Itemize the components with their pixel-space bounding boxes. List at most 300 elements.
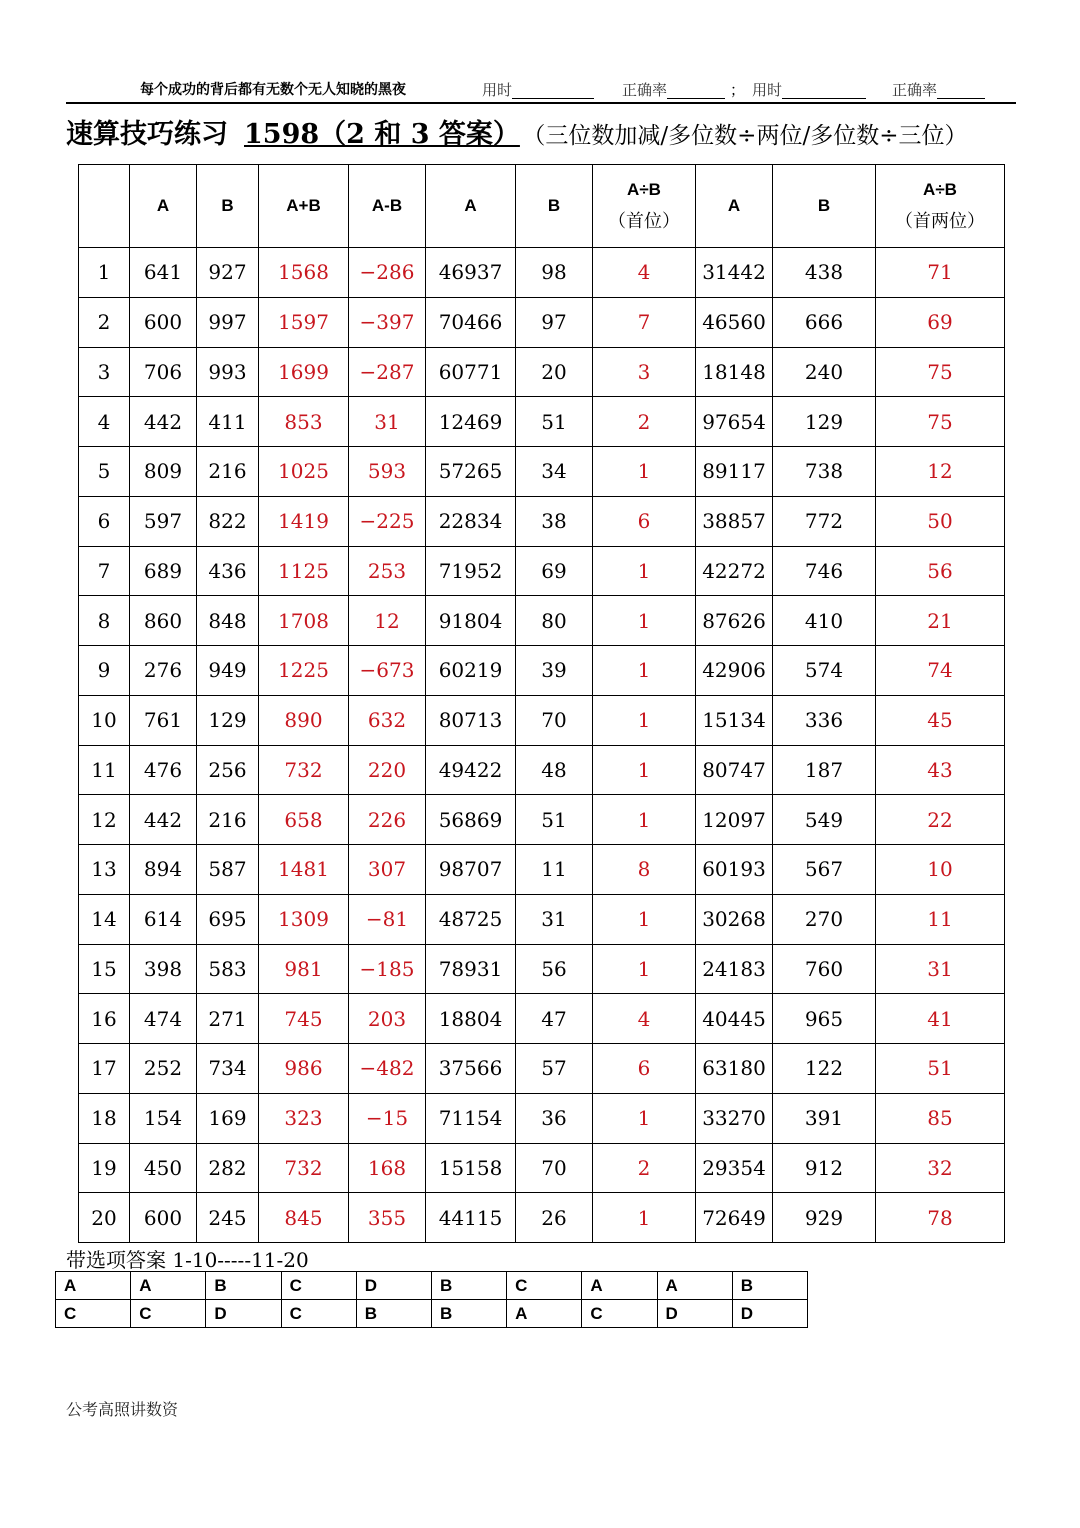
- row-number: 2: [79, 297, 130, 347]
- choice-cell: C: [507, 1272, 582, 1300]
- answer-cell: 21: [876, 596, 1005, 646]
- accuracy-field-1: [622, 79, 667, 100]
- title-subtitle: （三位数加减/多位数÷两位/多位数÷三位）: [533, 123, 968, 149]
- table-cell: 80747: [696, 745, 773, 795]
- choice-cell: D: [657, 1300, 732, 1328]
- accuracy-label-1: 正确率: [622, 81, 668, 99]
- answer-cell: 1: [593, 695, 696, 745]
- choice-row: [56, 1300, 808, 1328]
- answer-cell: 50: [876, 496, 1005, 546]
- table-cell: 993: [197, 347, 259, 397]
- table-row: [79, 845, 1005, 895]
- choice-cell: D: [206, 1300, 281, 1328]
- table-row: [79, 695, 1005, 745]
- answer-cell: 845: [259, 1193, 349, 1243]
- table-cell: 15158: [426, 1143, 516, 1193]
- practice-table: [78, 164, 1005, 1243]
- table-cell: 78931: [426, 944, 516, 994]
- table-cell: 89117: [696, 447, 773, 497]
- answer-cell: 22: [876, 795, 1005, 845]
- time-label-2: 用时: [752, 81, 783, 99]
- time-label-1: 用时: [482, 81, 513, 99]
- column-header-label: B: [221, 196, 234, 215]
- answer-cell: 203: [349, 994, 426, 1044]
- answer-cell: 355: [349, 1193, 426, 1243]
- footer-text: 公考高照讲数资: [66, 1400, 179, 1419]
- table-cell: 29354: [696, 1143, 773, 1193]
- table-cell: 57: [516, 1044, 593, 1094]
- table-row: [79, 496, 1005, 546]
- choice-cell: A: [657, 1272, 732, 1300]
- table-cell: 894: [130, 845, 197, 895]
- row-number: 6: [79, 496, 130, 546]
- table-cell: 822: [197, 496, 259, 546]
- table-cell: 927: [197, 248, 259, 298]
- answer-cell: 78: [876, 1193, 1005, 1243]
- answer-cell: 307: [349, 845, 426, 895]
- answer-cell: 1: [593, 745, 696, 795]
- answer-cell: 1: [593, 447, 696, 497]
- answer-cell: 75: [876, 347, 1005, 397]
- answer-cell: 2: [593, 1143, 696, 1193]
- table-cell: 18804: [426, 994, 516, 1044]
- answer-cell: 1699: [259, 347, 349, 397]
- answer-cell: 75: [876, 397, 1005, 447]
- table-cell: 695: [197, 894, 259, 944]
- table-cell: 47: [516, 994, 593, 1044]
- row-number: 17: [79, 1044, 130, 1094]
- accuracy-blank-2[interactable]: [937, 84, 985, 99]
- table-cell: 411: [197, 397, 259, 447]
- answer-cell: 253: [349, 546, 426, 596]
- answer-cell: 1481: [259, 845, 349, 895]
- column-header-sublabel: （首两位）: [895, 211, 985, 232]
- table-cell: 70466: [426, 297, 516, 347]
- row-number: 20: [79, 1193, 130, 1243]
- table-cell: 80: [516, 596, 593, 646]
- choice-answers-label: 带选项答案 1-10-----11-20: [66, 1248, 309, 1272]
- table-cell: 60771: [426, 347, 516, 397]
- answer-cell: 1: [593, 546, 696, 596]
- answer-cell: 4: [593, 994, 696, 1044]
- table-cell: 42906: [696, 646, 773, 696]
- table-cell: 600: [130, 1193, 197, 1243]
- table-cell: 391: [773, 1093, 876, 1143]
- answer-cell: 1: [593, 944, 696, 994]
- answer-cell: −286: [349, 248, 426, 298]
- answer-cell: 853: [259, 397, 349, 447]
- choice-cell: A: [56, 1272, 131, 1300]
- table-cell: 37566: [426, 1044, 516, 1094]
- table-cell: 11: [516, 845, 593, 895]
- time-blank-2[interactable]: [782, 84, 866, 99]
- table-row: [79, 546, 1005, 596]
- answer-cell: 1597: [259, 297, 349, 347]
- answer-cell: 3: [593, 347, 696, 397]
- row-number: 16: [79, 994, 130, 1044]
- table-cell: 860: [130, 596, 197, 646]
- choice-cell: D: [732, 1300, 807, 1328]
- column-header-label: B: [547, 196, 561, 215]
- column-header: [876, 165, 1005, 248]
- table-cell: 22834: [426, 496, 516, 546]
- accuracy-field-2: [892, 79, 937, 100]
- time-field-2: [752, 79, 782, 100]
- table-header-row: [79, 165, 1005, 248]
- table-cell: 42272: [696, 546, 773, 596]
- table-cell: 641: [130, 248, 197, 298]
- table-row: [79, 1093, 1005, 1143]
- table-row: [79, 745, 1005, 795]
- table-cell: 436: [197, 546, 259, 596]
- row-number: 15: [79, 944, 130, 994]
- choice-cell: B: [356, 1300, 431, 1328]
- table-cell: 809: [130, 447, 197, 497]
- table-cell: 746: [773, 546, 876, 596]
- table-row: [79, 397, 1005, 447]
- table-cell: 12097: [696, 795, 773, 845]
- table-cell: 70: [516, 695, 593, 745]
- table-cell: 154: [130, 1093, 197, 1143]
- column-header: [79, 165, 130, 248]
- table-cell: 965: [773, 994, 876, 1044]
- table-cell: 587: [197, 845, 259, 895]
- table-row: [79, 347, 1005, 397]
- table-cell: 270: [773, 894, 876, 944]
- table-cell: 271: [197, 994, 259, 1044]
- table-cell: 57265: [426, 447, 516, 497]
- choice-row: [56, 1272, 808, 1300]
- column-header-label: A-B: [371, 196, 403, 215]
- choice-cell: A: [131, 1272, 206, 1300]
- row-number: 8: [79, 596, 130, 646]
- table-cell: 772: [773, 496, 876, 546]
- table-cell: 276: [130, 646, 197, 696]
- table-cell: 51: [516, 795, 593, 845]
- table-cell: 442: [130, 397, 197, 447]
- answer-cell: −15: [349, 1093, 426, 1143]
- table-row: [79, 646, 1005, 696]
- choice-cell: C: [131, 1300, 206, 1328]
- table-cell: 216: [197, 795, 259, 845]
- table-cell: 31: [516, 894, 593, 944]
- column-header-label: A: [727, 196, 741, 215]
- table-cell: 240: [773, 347, 876, 397]
- answer-cell: 1125: [259, 546, 349, 596]
- title-number: 1598（2 和 3 答案）: [244, 119, 520, 150]
- answer-cell: 890: [259, 695, 349, 745]
- answer-cell: 1: [593, 1193, 696, 1243]
- table-cell: 40445: [696, 994, 773, 1044]
- choice-cell: C: [582, 1300, 657, 1328]
- table-cell: 689: [130, 546, 197, 596]
- table-cell: 70: [516, 1143, 593, 1193]
- table-cell: 761: [130, 695, 197, 745]
- choice-cell: D: [356, 1272, 431, 1300]
- table-cell: 252: [130, 1044, 197, 1094]
- table-cell: 245: [197, 1193, 259, 1243]
- table-row: [79, 248, 1005, 298]
- column-header-label: B: [817, 196, 831, 215]
- time-blank-1[interactable]: [512, 84, 594, 99]
- table-cell: 567: [773, 845, 876, 895]
- choice-cell: B: [206, 1272, 281, 1300]
- answer-cell: 43: [876, 745, 1005, 795]
- table-cell: 38857: [696, 496, 773, 546]
- table-cell: 583: [197, 944, 259, 994]
- table-cell: 614: [130, 894, 197, 944]
- column-header-label: A: [464, 196, 477, 215]
- table-cell: 848: [197, 596, 259, 646]
- answer-cell: 1225: [259, 646, 349, 696]
- column-header-label: A+B: [286, 196, 321, 215]
- table-cell: 169: [197, 1093, 259, 1143]
- column-header: [516, 165, 593, 248]
- row-number: 19: [79, 1143, 130, 1193]
- answer-cell: 323: [259, 1093, 349, 1143]
- answer-cell: −482: [349, 1044, 426, 1094]
- column-header: [259, 165, 349, 248]
- answer-cell: 981: [259, 944, 349, 994]
- table-row: [79, 894, 1005, 944]
- choice-answers-table: [55, 1271, 808, 1328]
- table-cell: 122: [773, 1044, 876, 1094]
- answer-cell: 745: [259, 994, 349, 1044]
- answer-cell: 1: [593, 1093, 696, 1143]
- table-row: [79, 297, 1005, 347]
- table-cell: 450: [130, 1143, 197, 1193]
- choice-cell: A: [582, 1272, 657, 1300]
- answer-cell: −287: [349, 347, 426, 397]
- table-cell: 31442: [696, 248, 773, 298]
- table-cell: 30268: [696, 894, 773, 944]
- table-cell: 72649: [696, 1193, 773, 1243]
- table-cell: 97654: [696, 397, 773, 447]
- table-cell: 60219: [426, 646, 516, 696]
- table-body: [79, 248, 1005, 1243]
- table-cell: 44115: [426, 1193, 516, 1243]
- column-header-label: A÷B: [627, 180, 661, 199]
- table-cell: 129: [773, 397, 876, 447]
- table-cell: 63180: [696, 1044, 773, 1094]
- answer-cell: −397: [349, 297, 426, 347]
- answer-cell: 732: [259, 745, 349, 795]
- row-number: 18: [79, 1093, 130, 1143]
- row-number: 13: [79, 845, 130, 895]
- table-cell: 71952: [426, 546, 516, 596]
- table-cell: 438: [773, 248, 876, 298]
- table-cell: 98: [516, 248, 593, 298]
- answer-cell: 32: [876, 1143, 1005, 1193]
- table-cell: 12469: [426, 397, 516, 447]
- choice-cell: C: [56, 1300, 131, 1328]
- choice-cell: B: [431, 1300, 506, 1328]
- table-cell: 46937: [426, 248, 516, 298]
- table-cell: 912: [773, 1143, 876, 1193]
- column-header-label: A: [156, 196, 170, 215]
- table-row: [79, 944, 1005, 994]
- row-number: 7: [79, 546, 130, 596]
- table-cell: 256: [197, 745, 259, 795]
- table-row: [79, 795, 1005, 845]
- choice-cell: A: [507, 1300, 582, 1328]
- answer-cell: 31: [876, 944, 1005, 994]
- answer-cell: 31: [349, 397, 426, 447]
- table-cell: 129: [197, 695, 259, 745]
- accuracy-blank-1[interactable]: [667, 84, 725, 99]
- table-cell: 33270: [696, 1093, 773, 1143]
- answer-cell: 71: [876, 248, 1005, 298]
- answer-cell: 732: [259, 1143, 349, 1193]
- table-cell: 56869: [426, 795, 516, 845]
- table-cell: 666: [773, 297, 876, 347]
- answer-cell: 4: [593, 248, 696, 298]
- table-cell: 549: [773, 795, 876, 845]
- table-cell: 46560: [696, 297, 773, 347]
- answer-cell: 51: [876, 1044, 1005, 1094]
- answer-cell: 69: [876, 297, 1005, 347]
- time-field-1: [482, 79, 512, 100]
- table-cell: 24183: [696, 944, 773, 994]
- answer-cell: 74: [876, 646, 1005, 696]
- table-cell: 760: [773, 944, 876, 994]
- answer-cell: 1025: [259, 447, 349, 497]
- row-number: 4: [79, 397, 130, 447]
- table-cell: 36: [516, 1093, 593, 1143]
- table-row: [79, 447, 1005, 497]
- answer-cell: 12: [349, 596, 426, 646]
- table-cell: 91804: [426, 596, 516, 646]
- row-number: 11: [79, 745, 130, 795]
- answer-cell: 45: [876, 695, 1005, 745]
- table-cell: 60193: [696, 845, 773, 895]
- table-cell: 26: [516, 1193, 593, 1243]
- motto: 每个成功的背后都有无数个无人知晓的黑夜: [140, 82, 406, 98]
- answer-cell: 593: [349, 447, 426, 497]
- answer-cell: 12: [876, 447, 1005, 497]
- answer-cell: 11: [876, 894, 1005, 944]
- choice-cell: B: [732, 1272, 807, 1300]
- table-cell: 38: [516, 496, 593, 546]
- page-title: [66, 112, 1066, 152]
- answer-cell: 85: [876, 1093, 1005, 1143]
- column-header: [426, 165, 516, 248]
- answer-cell: −81: [349, 894, 426, 944]
- row-number: 10: [79, 695, 130, 745]
- column-header: [773, 165, 876, 248]
- answer-cell: −225: [349, 496, 426, 546]
- answer-cell: 8: [593, 845, 696, 895]
- answer-cell: 1568: [259, 248, 349, 298]
- answer-cell: 56: [876, 546, 1005, 596]
- table-cell: 410: [773, 596, 876, 646]
- table-cell: 98707: [426, 845, 516, 895]
- choice-cell: B: [431, 1272, 506, 1300]
- choice-cell: C: [281, 1300, 356, 1328]
- table-cell: 474: [130, 994, 197, 1044]
- answer-cell: 1: [593, 894, 696, 944]
- table-cell: 49422: [426, 745, 516, 795]
- answer-cell: 986: [259, 1044, 349, 1094]
- row-number: 1: [79, 248, 130, 298]
- table-row: [79, 596, 1005, 646]
- table-cell: 51: [516, 397, 593, 447]
- column-header: [593, 165, 696, 248]
- answer-cell: 658: [259, 795, 349, 845]
- table-row: [79, 1193, 1005, 1243]
- table-cell: 949: [197, 646, 259, 696]
- table-cell: 476: [130, 745, 197, 795]
- separator: ；: [730, 81, 746, 99]
- column-header: [130, 165, 197, 248]
- table-cell: 187: [773, 745, 876, 795]
- answer-cell: −185: [349, 944, 426, 994]
- table-cell: 997: [197, 297, 259, 347]
- table-cell: 442: [130, 795, 197, 845]
- column-header-label: A÷B: [923, 180, 957, 199]
- table-row: [79, 1044, 1005, 1094]
- column-header: [696, 165, 773, 248]
- table-cell: 39: [516, 646, 593, 696]
- table-cell: 48725: [426, 894, 516, 944]
- table-cell: 706: [130, 347, 197, 397]
- column-header-sublabel: （首位）: [608, 211, 680, 232]
- row-number: 12: [79, 795, 130, 845]
- answer-cell: 220: [349, 745, 426, 795]
- answer-cell: 1: [593, 795, 696, 845]
- answer-cell: 6: [593, 1044, 696, 1094]
- answer-cell: 1: [593, 646, 696, 696]
- table-cell: 929: [773, 1193, 876, 1243]
- table-cell: 48: [516, 745, 593, 795]
- column-header: [349, 165, 426, 248]
- answer-cell: 168: [349, 1143, 426, 1193]
- table-cell: 69: [516, 546, 593, 596]
- table-cell: 20: [516, 347, 593, 397]
- answer-cell: −673: [349, 646, 426, 696]
- choice-cell: C: [281, 1272, 356, 1300]
- column-header: [197, 165, 259, 248]
- accuracy-label-2: 正确率: [892, 81, 938, 99]
- table-cell: 87626: [696, 596, 773, 646]
- answer-cell: 1309: [259, 894, 349, 944]
- answer-cell: 1419: [259, 496, 349, 546]
- answer-cell: 226: [349, 795, 426, 845]
- table-cell: 738: [773, 447, 876, 497]
- answer-cell: 1: [593, 596, 696, 646]
- table-cell: 336: [773, 695, 876, 745]
- row-number: 5: [79, 447, 130, 497]
- table-cell: 15134: [696, 695, 773, 745]
- answer-cell: 2: [593, 397, 696, 447]
- page-header: [66, 74, 1016, 104]
- table-cell: 97: [516, 297, 593, 347]
- answer-cell: 1708: [259, 596, 349, 646]
- table-cell: 71154: [426, 1093, 516, 1143]
- table-cell: 34: [516, 447, 593, 497]
- table-cell: 574: [773, 646, 876, 696]
- answer-cell: 7: [593, 297, 696, 347]
- table-cell: 282: [197, 1143, 259, 1193]
- table-cell: 80713: [426, 695, 516, 745]
- row-number: 9: [79, 646, 130, 696]
- answer-cell: 10: [876, 845, 1005, 895]
- answer-cell: 6: [593, 496, 696, 546]
- table-cell: 18148: [696, 347, 773, 397]
- row-number: 14: [79, 894, 130, 944]
- table-row: [79, 994, 1005, 1044]
- answer-cell: 41: [876, 994, 1005, 1044]
